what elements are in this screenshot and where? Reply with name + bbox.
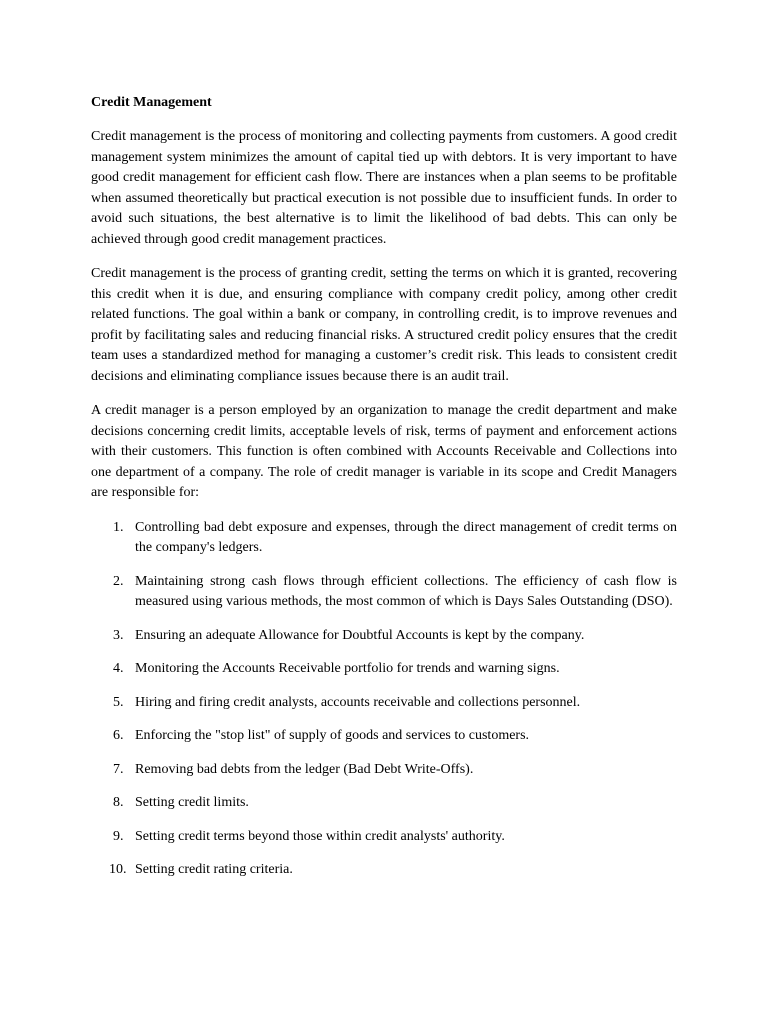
list-item-number: 1. [113,519,124,535]
list-item [91,760,677,781]
paragraph-intro: Credit management is the process of monitoring and collecting payments from customers. A good credit management system minimizes the amount of capital tied up with debtors. It is very important to have good credit management for efficient cash flow. There are instances when a plan seems to be profitable when assumed theoretically but practical execution is not possible due to insufficient funds. In order to avoid such situations, the best alternative is to limit the likelihood of bad debts. This can only be achieved through good credit management practices. [91,129,677,247]
list-item [91,626,677,647]
document-page [91,93,677,894]
list-item [91,659,677,680]
paragraph-credit-manager: A credit manager is a person employed by an organization to manage the credit department and make decisions concerning credit limits, acceptable levels of risk, terms of payment and enforcement actions with their customers. This function is often combined with Accounts Receivable and Collections into one department of a company. The role of credit manager is variable in its scope and Credit Managers are responsible for: [91,403,677,500]
list-item-text: Setting credit rating criteria. [135,862,293,877]
list-item-text: Hiring and firing credit analysts, accounts receivable and collections personnel. [135,694,581,710]
list-item-number: 6. [113,728,124,743]
list-item [91,793,677,814]
list-item [91,860,677,881]
list-item-number: 5. [113,694,124,710]
list-item-number: 7. [113,761,124,777]
list-item-text: Maintaining strong cash flows through efficient collections. The efficiency of cash flow is measured using various methods, the most common of which is Days Sales Outstanding (DSO). [135,573,677,609]
list-item-text: Enforcing the "stop list" of supply of goods and services to customers. [135,728,530,743]
list-item-text: Monitoring the Accounts Receivable portfolio for trends and warning signs. [135,661,560,676]
list-item-text: Controlling bad debt exposure and expenses, through the direct management of credit terms on the company's ledgers. [135,519,677,555]
responsibilities-list [91,518,677,881]
list-item-number: 2. [113,573,124,589]
list-item [91,518,677,559]
document-title: Credit Management [91,95,212,110]
list-item-number: 4. [113,661,124,676]
list-item-text: Ensuring an adequate Allowance for Doubtful Accounts is kept by the company. [135,627,585,643]
list-item [91,827,677,848]
paragraph-granting-credit: Credit management is the process of granting credit, setting the terms on which it is granted, recovering this credit when it is due, and ensuring compliance with company credit policy, among other credit related functions. The goal within a bank or company, in controlling credit, is to improve revenues and profit by facilitating sales and reducing financial risks. A structured credit policy ensures that the credit team uses a standardized method for managing a customer’s credit risk. This leads to consistent credit decisions and eliminating compliance issues because there is an audit trail. [91,266,677,384]
list-item-text: Setting credit terms beyond those within credit analysts' authority. [135,828,505,844]
list-item-number: 3. [113,627,124,643]
list-item [91,726,677,747]
list-item-text: Removing bad debts from the ledger (Bad Debt Write-Offs). [135,761,474,777]
list-item-text: Setting credit limits. [135,795,249,810]
list-item-number: 10. [109,862,127,877]
list-item [91,572,677,613]
list-item-number: 9. [113,828,124,844]
list-item-number: 8. [113,795,124,810]
list-item [91,693,677,714]
